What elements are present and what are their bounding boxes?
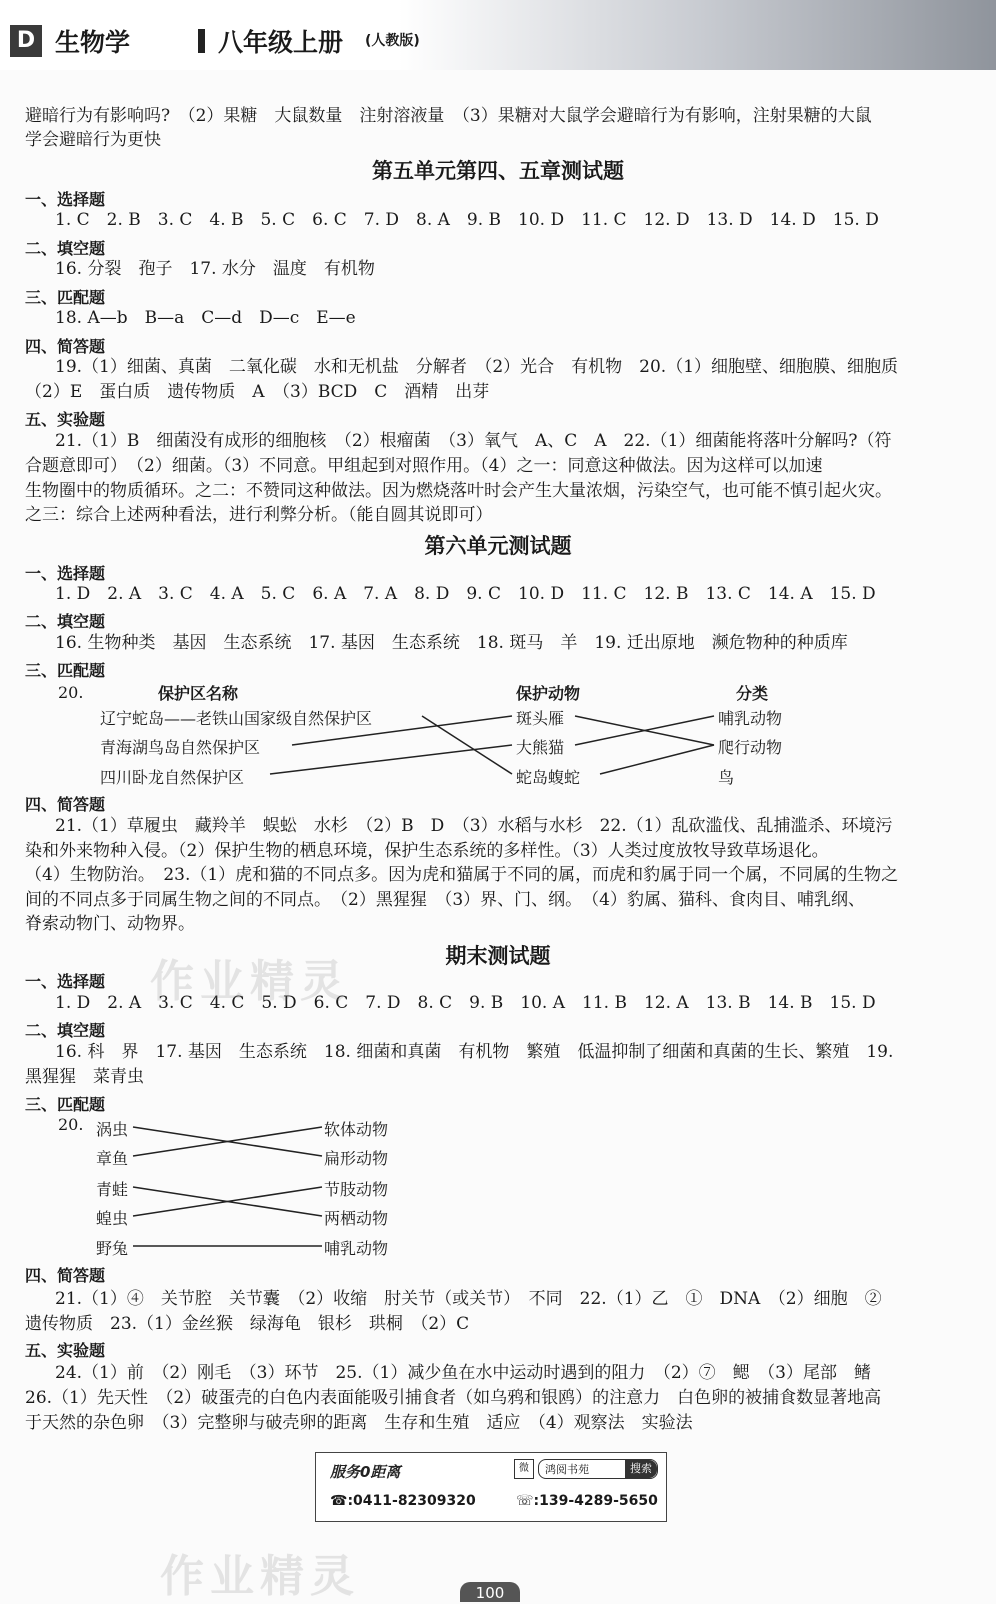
connector-line <box>422 716 512 774</box>
search-text: 鸿阅书苑 <box>545 1463 589 1476</box>
answer-line: 黑猩猩 菜青虫 <box>25 1067 144 1087</box>
answer-line: 1. D 2. A 3. C 4. C 5. D 6. C 7. D 8. C 9. B 10. A 11. B 12. A 13. B 14. B 15. D <box>55 993 876 1013</box>
answer-line: 16. 生物种类 基因 生态系统 17. 基因 生态系统 18. 斑马 羊 19. 迁出原地 濒危物种的种质库 <box>55 633 848 653</box>
phone-number: ☎:0411-82309320 <box>330 1493 476 1509</box>
connector-line <box>292 716 512 745</box>
answer-line: 于天然的杂色卵 （3）完整卵与破壳卵的距离 生存和生殖 适应 （4）观察法 实验法 <box>25 1413 693 1433</box>
answer-line: 1. C 2. B 3. C 4. B 5. C 6. C 7. D 8. A 9. B 10. D 11. C 12. D 13. D 14. D 15. D <box>55 210 879 230</box>
edition-label: (人教版) <box>365 33 420 49</box>
answer-line: 16. 科 界 17. 基因 生态系统 18. 细菌和真菌 有机物 繁殖 低温抑制了细菌和真菌的生长、繁殖 19. <box>55 1042 894 1062</box>
grade-title: 八年级上册 <box>218 28 344 57</box>
answer-line: 24.（1）前 （2）刚毛 （3）环节 25.（1）减少鱼在水中运动时遇到的阻力 （2）⑦ 鳃 （3）尾部 鳍 <box>55 1363 871 1383</box>
match-right-item: 爬行动物 <box>718 738 783 757</box>
service-brand: 服务0距离 <box>330 1463 401 1481</box>
section-heading: 三、匹配题 <box>25 288 106 307</box>
watermark-text: 作业精灵 <box>150 956 350 1007</box>
section-heading: 二、填空题 <box>25 239 106 258</box>
match-header: 保护动物 <box>516 684 581 703</box>
match-right-item: 哺乳动物 <box>718 709 783 728</box>
match-mid-item: 斑头雁 <box>516 709 565 728</box>
answer-line: 16. 分裂 孢子 17. 水分 温度 有机物 <box>55 259 375 279</box>
text-line: 学会避暗行为更快 <box>25 130 161 150</box>
page-number: 100 <box>460 1582 520 1602</box>
answer-line: 21.（1）④ 关节腔 关节囊 （2）收缩 肘关节（或关节） 不同 22.（1）乙 ① DNA （2）细胞 ② <box>55 1289 882 1309</box>
connector-line <box>270 745 512 774</box>
section-title: 第五单元第四、五章测试题 <box>372 158 624 183</box>
subject-title: 生物学 <box>55 28 131 57</box>
section-heading: 一、选择题 <box>25 972 106 991</box>
answer-line: 染和外来物种入侵。（2）保护生物的栖息环境，保护生态系统的多样性。（3）人类过度放牧导致草场退化。 <box>25 841 829 861</box>
match-right-item: 软体动物 <box>324 1120 389 1139</box>
match-right-item: 鸟 <box>718 768 735 787</box>
match-left-item: 涡虫 <box>96 1120 129 1139</box>
section-heading: 二、填空题 <box>25 612 106 631</box>
section-heading: 三、匹配题 <box>25 1095 106 1114</box>
section-heading: 三、匹配题 <box>25 661 106 680</box>
answer-line: 1. D 2. A 3. C 4. A 5. C 6. A 7. A 8. D 9. C 10. D 11. C 12. B 13. C 14. A 15. D <box>55 584 876 604</box>
answer-line: 间的不同点多于同属生物之间的不同点。 （2）黑猩猩 （3）界、门、纲。 （4）豹属、猫科、食肉目、哺乳纲、 <box>25 890 865 910</box>
question-number: 20. <box>58 683 84 702</box>
mobile-number: ☏:139-4289-5650 <box>516 1493 658 1509</box>
section-heading: 五、实验题 <box>25 1341 106 1360</box>
section-heading: 一、选择题 <box>25 190 106 209</box>
search-box <box>538 1459 658 1479</box>
watermark-text: 作业精灵 <box>160 1551 360 1602</box>
wechat-icon: 微 <box>514 1459 534 1479</box>
section-badge: D <box>10 25 42 57</box>
match-mid-item: 大熊猫 <box>516 738 565 757</box>
question-number: 20. <box>58 1115 84 1134</box>
answer-line: 21.（1）B 细菌没有成形的细胞核 （2）根瘤菌 （3）氧气 A、C A 22.（1）细菌能将落叶分解吗?（符 <box>55 431 892 451</box>
match-header: 分类 <box>736 684 769 703</box>
match-right-item: 哺乳动物 <box>324 1239 389 1258</box>
match-left-item: 野兔 <box>96 1239 129 1258</box>
section-title: 第六单元测试题 <box>424 533 572 558</box>
answer-line: 21.（1）草履虫 藏羚羊 蜈蚣 水杉 （2）B D （3）水稻与水杉 22.（1）乱砍滥伐、乱捕滥杀、环境污 <box>55 816 893 836</box>
section-heading: 二、填空题 <box>25 1021 106 1040</box>
match-left-item: 青海湖鸟岛自然保护区 <box>100 738 261 757</box>
match-right-item: 扁形动物 <box>324 1149 389 1168</box>
section-heading: 一、选择题 <box>25 564 106 583</box>
answer-line: 遗传物质 23.（1）金丝猴 绿海龟 银杉 珙桐 （2）C <box>25 1314 470 1334</box>
match-mid-item: 蛇岛蝮蛇 <box>516 768 581 787</box>
section-heading: 五、实验题 <box>25 410 106 429</box>
answer-line: 19.（1）细菌、真菌 二氧化碳 水和无机盐 分解者 （2）光合 有机物 20.（1）细胞壁、细胞膜、细胞质 <box>55 357 899 377</box>
match-left-item: 四川卧龙自然保护区 <box>100 768 245 787</box>
match-right-item: 节肢动物 <box>324 1180 389 1199</box>
section-heading: 四、简答题 <box>25 795 106 814</box>
match-left-item: 青蛙 <box>96 1180 129 1199</box>
connector-line <box>600 745 714 774</box>
answer-line: 生物圈中的物质循环。之二：不赞同这种做法。因为燃烧落叶时会产生大量浓烟，污染空气，也可能不慎引起火灾。 <box>25 481 892 501</box>
answer-line: （4）生物防治。 23.（1）虎和猫的不同点多。因为虎和猫属于不同的属，而虎和豹属于同一个属，不同属的生物之 <box>25 865 899 885</box>
answer-line: 26.（1）先天性 （2）破蛋壳的白色内表面能吸引捕食者（如乌鸦和银鸥）的注意力 白色卵的被捕食数显著地高 <box>25 1388 882 1408</box>
match-right-item: 两栖动物 <box>324 1209 389 1228</box>
section-heading: 四、简答题 <box>25 337 106 356</box>
answer-line: 之三：综合上述两种看法，进行利弊分析。（能自圆其说即可） <box>25 505 493 525</box>
answer-line: 脊索动物门、动物界。 <box>25 914 195 934</box>
service-footer-box <box>315 1452 667 1522</box>
search-button: 搜索 <box>625 1460 657 1478</box>
match-left-item: 辽宁蛇岛——老铁山国家级自然保护区 <box>100 709 373 728</box>
answer-line: （2）E 蛋白质 遗传物质 A （3）BCD C 酒精 出芽 <box>25 382 490 402</box>
section-title: 期末测试题 <box>445 943 551 968</box>
section-heading: 四、简答题 <box>25 1266 106 1285</box>
match-left-item: 章鱼 <box>96 1149 129 1168</box>
answer-line: 18. A—b B—a C—d D—c E—e <box>55 308 356 328</box>
match-left-item: 蝗虫 <box>96 1209 129 1228</box>
answer-line: 合题意即可） （2）细菌。（3）不同意。甲组起到对照作用。（4）之一：同意这种做法。因为这样可以加速 <box>25 456 823 476</box>
text-line: 避暗行为有影响吗? （2）果糖 大鼠数量 注射溶液量 （3）果糖对大鼠学会避暗行为有影响，注射果糖的大鼠 <box>25 106 872 126</box>
match-header: 保护区名称 <box>158 684 239 703</box>
